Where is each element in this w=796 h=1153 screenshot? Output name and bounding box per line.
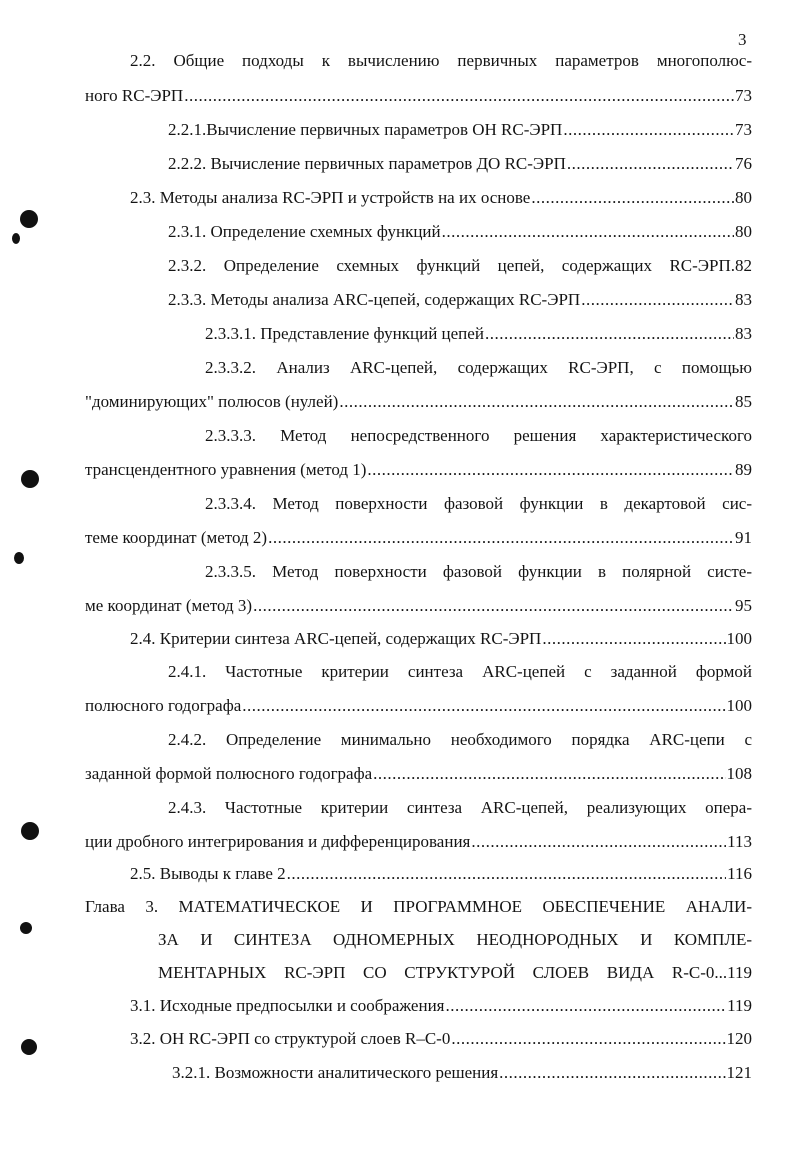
toc-entry-title: 2.5. Выводы к главе 2 — [130, 864, 286, 883]
dot-leader — [242, 689, 725, 723]
dot-leader — [451, 1022, 725, 1056]
toc-entry-title: заданной формой полюсного годографа — [85, 764, 373, 783]
toc-page-number: 100 — [726, 696, 752, 715]
toc-entry — [168, 249, 752, 283]
toc-entry-continuation — [85, 689, 752, 723]
toc-entry-title: 3.2. ОН RC-ЭРП со структурой слоев R–C-0 — [130, 1029, 451, 1048]
toc-page-number: 95 — [735, 596, 752, 615]
toc-entry-title: 3.1. Исходные предпосылки и соображения — [130, 996, 445, 1015]
toc-page-number: 100 — [726, 629, 752, 648]
toc-page-number: 91 — [735, 528, 752, 547]
toc-entry — [205, 555, 752, 589]
toc-entry — [205, 317, 752, 351]
dot-leader — [373, 757, 725, 791]
toc-page-number: 89 — [735, 460, 752, 479]
toc-entry-title: теме координат (метод 2) — [85, 528, 268, 547]
punch-hole — [12, 233, 20, 244]
toc-chapter-title: МЕНТАРНЫХ RC-ЭРП СО СТРУКТУРОЙ СЛОЕВ ВИДА R-C-0...119 — [158, 963, 752, 982]
toc-entry — [130, 622, 752, 656]
dot-leader — [253, 589, 734, 623]
toc-entry — [205, 419, 752, 453]
toc-entry-title: 2.4. Критерии синтеза ARC-цепей, содержащих RC-ЭРП — [130, 629, 542, 648]
dot-leader — [542, 622, 725, 656]
toc-entry-title: 2.3.1. Определение схемных функций — [168, 222, 441, 241]
toc-page-number: 85 — [735, 392, 752, 411]
toc-entry-title: 2.3.3.3. Метод непосредственного решения характеристического — [205, 426, 752, 445]
dot-leader — [184, 79, 734, 113]
dot-leader — [531, 181, 734, 215]
toc-entry-title: 2.3.3.5. Метод поверхности фазовой функции в полярной систе- — [205, 562, 752, 581]
toc-page-number: 80 — [735, 222, 752, 241]
dot-leader — [442, 215, 734, 249]
toc-entry-title: 2.4.1. Частотные критерии синтеза ARC-цепей с заданной формой — [168, 662, 752, 681]
toc-entry-title: 2.3.3.4. Метод поверхности фазовой функции в декартовой сис- — [205, 494, 752, 513]
toc-entry — [130, 1022, 752, 1056]
toc-page-number: 116 — [727, 864, 752, 883]
toc-entry-continuation — [85, 79, 752, 113]
toc-entry-continuation — [85, 757, 752, 791]
toc-entry-title: 2.3.3.1. Представление функций цепей — [205, 324, 484, 343]
dot-leader — [563, 113, 734, 147]
dot-leader — [446, 989, 727, 1023]
toc-entry — [168, 723, 752, 757]
toc-entry — [168, 655, 752, 689]
toc-chapter-continuation — [158, 923, 752, 957]
dot-leader — [499, 1056, 725, 1090]
toc-page-number: 83 — [735, 290, 752, 309]
dot-leader — [471, 825, 726, 859]
toc-entry-continuation — [85, 453, 752, 487]
toc-entry-continuation — [85, 589, 752, 623]
toc-entry — [168, 283, 752, 317]
toc-chapter-title: ЗА И СИНТЕЗА ОДНОМЕРНЫХ НЕОДНОРОДНЫХ И КОМПЛЕ- — [158, 930, 752, 949]
punch-hole — [20, 210, 38, 228]
toc-chapter-continuation — [158, 956, 752, 990]
punch-hole — [20, 922, 32, 934]
toc-entry-title: 2.4.3. Частотные критерии синтеза ARC-цепей, реализующих опера- — [168, 798, 752, 817]
toc-page-number: 73 — [735, 120, 752, 139]
toc-entry-title: 3.2.1. Возможности аналитического решения — [172, 1063, 499, 1082]
punch-hole — [21, 822, 39, 840]
toc-page-number: 83 — [735, 324, 752, 343]
toc-page-number: 80 — [735, 188, 752, 207]
toc-entry-title: 2.3. Методы анализа RC-ЭРП и устройств на их основе — [130, 188, 531, 207]
toc-entry-title: 2.2. Общие подходы к вычислению первичных параметров многополюс- — [130, 51, 752, 70]
toc-entry-title: 2.4.2. Определение минимально необходимого порядка ARC-цепи с — [168, 730, 752, 749]
dot-leader — [287, 857, 727, 891]
toc-entry — [168, 791, 752, 825]
toc-entry — [172, 1056, 752, 1090]
toc-page-number: 119 — [727, 996, 752, 1015]
toc-entry-title: полюсного годографа — [85, 696, 242, 715]
toc-entry-continuation — [85, 825, 752, 859]
toc-entry-title: 2.3.2. Определение схемных функций цепей, содержащих RC-ЭРП.82 — [168, 256, 752, 275]
toc-entry — [168, 215, 752, 249]
toc-entry — [205, 351, 752, 385]
toc-entry — [205, 487, 752, 521]
toc-page-number: 113 — [727, 832, 752, 851]
toc-entry-title: 2.2.2. Вычисление первичных параметров ДО RC-ЭРП — [168, 154, 566, 173]
toc-page-number: 76 — [735, 154, 752, 173]
toc-chapter-title: Глава 3. МАТЕМАТИЧЕСКОЕ И ПРОГРАММНОЕ ОБЕСПЕЧЕНИЕ АНАЛИ- — [85, 897, 752, 916]
dot-leader — [268, 521, 734, 555]
dot-leader — [567, 147, 734, 181]
toc-entry-title: "доминирующих" полюсов (нулей) — [85, 392, 339, 411]
toc-entry — [130, 181, 752, 215]
dot-leader — [339, 385, 734, 419]
toc-entry-continuation — [85, 521, 752, 555]
toc-entry-title: 2.3.3.2. Анализ ARC-цепей, содержащих RC-ЭРП, с помощью — [205, 358, 752, 377]
toc-entry-continuation — [85, 385, 752, 419]
toc-chapter-entry — [85, 890, 752, 924]
dot-leader — [581, 283, 734, 317]
toc-entry-title: 2.3.3. Методы анализа ARC-цепей, содержащих RC-ЭРП — [168, 290, 581, 309]
toc-entry — [130, 857, 752, 891]
punch-hole — [14, 552, 24, 564]
toc-entry-title: 2.2.1.Вычисление первичных параметров ОН RC-ЭРП — [168, 120, 563, 139]
toc-entry-title: ного RC-ЭРП — [85, 86, 184, 105]
dot-leader — [367, 453, 734, 487]
toc-entry-title: ме координат (метод 3) — [85, 596, 253, 615]
toc-entry — [130, 44, 752, 78]
toc-entry — [168, 147, 752, 181]
toc-page-number: 73 — [735, 86, 752, 105]
toc-entry-title: ции дробного интегрирования и дифференцирования — [85, 832, 471, 851]
punch-hole — [21, 470, 39, 488]
dot-leader — [485, 317, 734, 351]
page-number: 3 — [738, 30, 747, 49]
toc-entry — [130, 989, 752, 1023]
toc-page-number: 120 — [726, 1029, 752, 1048]
toc-page-number: 121 — [726, 1063, 752, 1082]
toc-entry — [168, 113, 752, 147]
toc-entry-title: трансцендентного уравнения (метод 1) — [85, 460, 367, 479]
toc-page-number: 108 — [726, 764, 752, 783]
punch-hole — [21, 1039, 37, 1055]
